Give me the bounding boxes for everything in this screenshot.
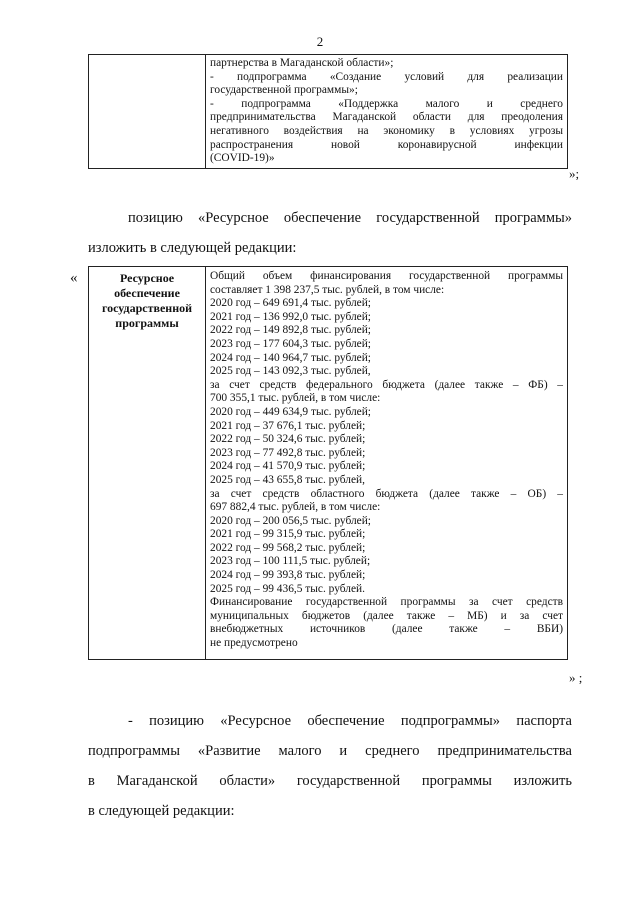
paragraph-line: позицию «Ресурсное обеспечение государственной программы»: [128, 210, 572, 226]
text-line: негативного воздействия на экономику в условиях угрозы: [210, 124, 563, 137]
paragraph-line: подпрограммы «Развитие малого и среднего предпринимательства: [88, 743, 572, 759]
empty-left-cell: [89, 55, 206, 169]
text-line: - подпрограмма «Поддержка малого и среднего: [210, 97, 563, 110]
text-line: 2024 год – 99 393,8 тыс. рублей;: [210, 569, 366, 582]
text-line: 2024 год – 41 570,9 тыс. рублей;: [210, 460, 366, 473]
text-line: 2023 год – 177 604,3 тыс. рублей;: [210, 337, 371, 350]
subprogram-list-cell: [206, 55, 568, 169]
text-line: распространения новой коронавирусной инфекции: [210, 138, 563, 151]
paragraph-line: - позицию «Ресурсное обеспечение подпрограммы» паспорта: [128, 713, 572, 729]
text-line: - подпрограмма «Создание условий для реализации: [210, 70, 563, 83]
text-line: за счет средств федерального бюджета (далее также – ФБ) –: [210, 378, 563, 391]
text-line: 697 882,4 тыс. рублей, в том числе:: [210, 501, 381, 514]
resource-details-cell: [206, 267, 568, 660]
paragraph-line: в следующей редакции:: [88, 803, 235, 819]
text-line: 2022 год – 149 892,8 тыс. рублей;: [210, 324, 371, 337]
text-line: 2022 год – 99 568,2 тыс. рублей;: [210, 541, 366, 554]
text-line: 2020 год – 200 056,5 тыс. рублей;: [210, 514, 371, 527]
text-line: партнерства в Магаданской области»;: [210, 57, 394, 69]
text-line: Общий объем финансирования государственной программы: [210, 270, 563, 282]
text-line: 2021 год – 136 992,0 тыс. рублей;: [210, 310, 371, 323]
text-line: 2021 год – 99 315,9 тыс. рублей;: [210, 528, 366, 541]
text-line: составляет 1 398 237,5 тыс. рублей, в том числе:: [210, 283, 445, 296]
text-line: за счет средств областного бюджета (далее также – ОБ) –: [210, 487, 563, 500]
text-line: 2023 год – 100 111,5 тыс. рублей;: [210, 555, 371, 568]
text-line: 2025 год – 143 092,3 тыс. рублей,: [210, 365, 371, 378]
paragraph-line: изложить в следующей редакции:: [88, 240, 297, 256]
page-number: 2: [316, 34, 324, 49]
text-line: 2020 год – 449 634,9 тыс. рублей;: [210, 405, 371, 418]
text-line: (COVID-19)»: [210, 152, 275, 165]
program-table-fragment: [88, 54, 568, 169]
text-line: 2023 год – 77 492,8 тыс. рублей;: [210, 446, 366, 459]
opening-quote: «: [70, 270, 78, 286]
paragraph-line: в Магаданской области» государственной программы изложить: [88, 773, 572, 789]
text-line: 700 355,1 тыс. рублей, в том числе:: [210, 392, 381, 405]
text-line: Финансирование государственной программы за счет средств: [210, 596, 563, 609]
text-line: 2024 год – 140 964,7 тыс. рублей;: [210, 351, 371, 364]
text-line: государственной программы»;: [210, 84, 358, 97]
text-line: муниципальных бюджетов (далее также – МБ) и за счет: [210, 609, 563, 622]
closing-quote: » ;: [569, 670, 583, 685]
text-line: 2021 год – 37 676,1 тыс. рублей;: [210, 419, 366, 432]
text-line: внебюджетных источников (далее также – ВБИ): [210, 623, 563, 636]
text-line: не предусмотрено: [210, 637, 298, 650]
resource-table: [88, 266, 568, 660]
text-line: 2020 год – 649 691,4 тыс. рублей;: [210, 297, 371, 310]
instruction-paragraph-1: [88, 203, 572, 263]
text-line: 2025 год – 43 655,8 тыс. рублей,: [210, 473, 365, 486]
text-line: 2025 год – 99 436,5 тыс. рублей.: [210, 582, 365, 595]
closing-quote: »;: [569, 166, 580, 181]
text-line: 2022 год – 50 324,6 тыс. рублей;: [210, 433, 366, 446]
resource-heading-cell: Ресурсное обеспечение государственной программы: [89, 267, 206, 660]
instruction-paragraph-2: [88, 706, 572, 826]
text-line: предпринимательства Магаданской области для преодоления: [210, 111, 563, 124]
